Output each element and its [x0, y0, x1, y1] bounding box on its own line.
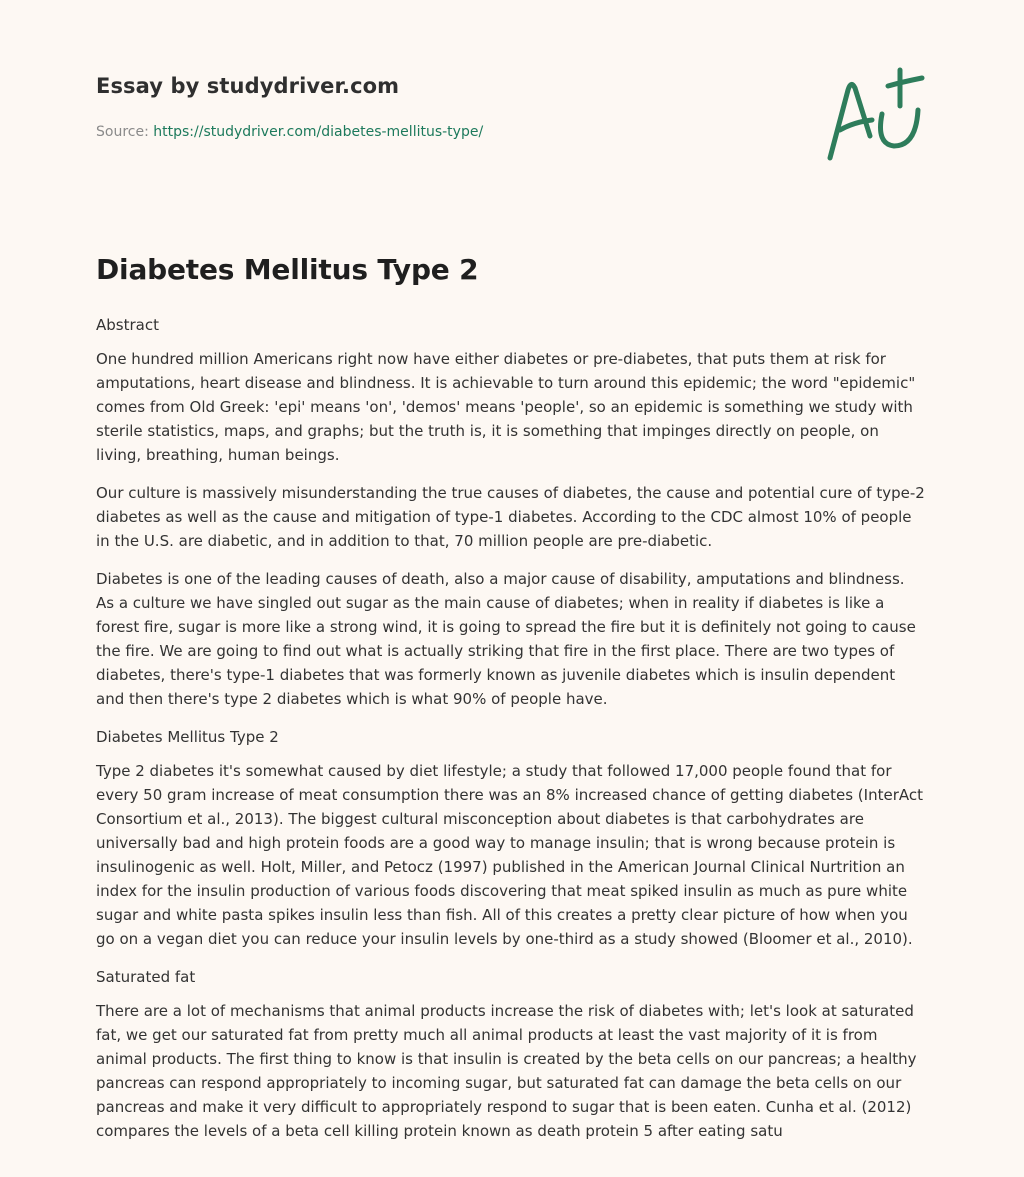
paragraph: Diabetes is one of the leading causes of death, also a major cause of disability, amputations and blindness. As a culture we have singled out sugar as the main cause of diabetes; when in reality if diabetes is like a forest fire, sugar is more like a strong wind, it is going to spread the fire but it is definitely not going to cause the fire. We are going to find out what is actually striking that fire in the first place. There are two types of diabetes, there's type-1 diabetes that was formerly known as juvenile diabetes which is insulin dependent and then there's type 2 diabetes which is what 90% of people have. [96, 570, 916, 708]
paragraph: Our culture is massively misunderstanding the true causes of diabetes, the cause and potential cure of type-2 diabetes as well as the cause and mitigation of type-1 diabetes. According to the CDC almost 10% of people in the U.S. are diabetic, and in addition to that, 70 million people are pre-diabetic. [96, 484, 925, 550]
brand-title: Essay by studydriver.com [96, 74, 400, 98]
source-line [96, 124, 796, 140]
paragraph: There are a lot of mechanisms that animal products increase the risk of diabetes with; let's look at saturated fat, we get our saturated fat from pretty much all animal products at least the vast majority of it is from animal products. The first thing to know is that insulin is created by the beta cells on our pancreas; a healthy pancreas can respond appropriately to incoming sugar, but saturated fat can damage the beta cells on our pancreas and make it very difficult to appropriately respond to sugar that is been eaten. Cunha et al. (2012) compares the levels of a beta cell killing protein known as death protein 5 after eating satu [96, 1002, 917, 1140]
a-plus-logo-icon [818, 66, 930, 166]
essay-title: Diabetes Mellitus Type 2 [96, 253, 479, 286]
paragraph: Type 2 diabetes it's somewhat caused by diet lifestyle; a study that followed 17,000 people found that for every 50 gram increase of meat consumption there was an 8% increased chance of getting diabetes (InterAct Consortium et al., 2013). The biggest cultural misconception about diabetes is that carbohydrates are universally bad and high protein foods are a good way to manage insulin; that is wrong because protein is insulinogenic as well. Holt, Miller, and Petocz (1997) published in the American Journal Clinical Nurtrition an index for the insulin production of various foods discovering that meat spiked insulin as much as pure white sugar and white pasta spikes insulin less than fish. All of this creates a pretty clear picture of how when you go on a vegan diet you can reduce your insulin levels by one-third as a study showed (Bloomer et al., 2010). [96, 762, 923, 948]
section-heading-saturated-fat: Saturated fat [96, 968, 196, 986]
paragraph: One hundred million Americans right now have either diabetes or pre-diabetes, that puts them at risk for amputations, heart disease and blindness. It is achievable to turn around this epidemic; the word "epidemic" comes from Old Greek: 'epi' means 'on', 'demos' means 'people', so an epidemic is something we study with sterile statistics, maps, and graphs; but the truth is, it is something that impinges directly on people, on living, breathing, human beings. [96, 350, 916, 464]
section-heading-type-2: Diabetes Mellitus Type 2 [96, 728, 279, 746]
source-link[interactable]: https://studydriver.com/diabetes-mellitus-type/ [153, 124, 484, 140]
essay-header [96, 74, 796, 140]
section-heading-abstract: Abstract [96, 316, 159, 334]
source-label: Source: [96, 124, 149, 140]
essay-body [96, 253, 926, 1143]
